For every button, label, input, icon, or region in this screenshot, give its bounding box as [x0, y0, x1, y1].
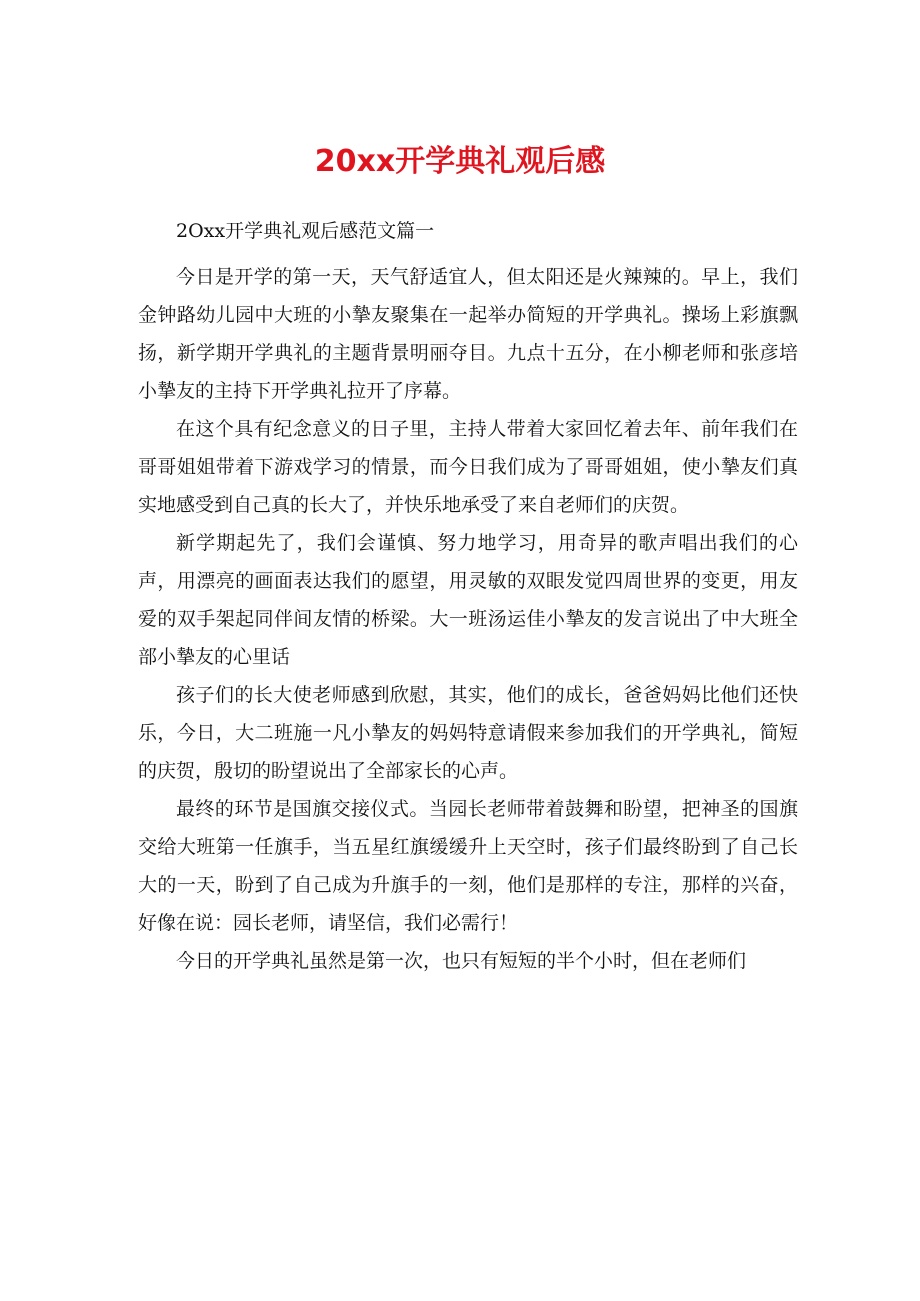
document-body: [138, 212, 798, 980]
paragraph-5: 最终的环节是国旗交接仪式。当园长老师带着鼓舞和盼望，把神圣的国旗交给大班第一任旗手，当五星红旗缓缓升上天空时，孩子们最终盼到了自己长大的一天，盼到了自己成为升旗手的一刻，他们是那样的专注，那样的兴奋，好像在说：园长老师，请坚信，我们必需行！: [138, 798, 798, 934]
paragraph-1: 今日是开学的第一天，天气舒适宜人，但太阳还是火辣辣的。早上，我们金钟路幼儿园中大班的小摯友聚集在一起举办简短的开学典礼。操场上彩旗飘扬，新学期开学典礼的主题背景明丽夺目。九点十五分，在小柳老师和张彦培小摯友的主持下开学典礼拉开了序幕。: [138, 266, 798, 402]
paragraph-6: 今日的开学典礼虽然是第一次，也只有短短的半个小时，但在老师们: [176, 950, 747, 972]
document-title: 20xx开学典礼观后感: [314, 144, 606, 179]
paragraph-2: 在这个具有纪念意义的日子里，主持人带着大家回忆着去年、前年我们在哥哥姐姐带着下游戏学习的情景，而今日我们成为了哥哥姐姐，使小摯友们真实地感受到自己真的长大了，并快乐地承受了来自老师们的庆贺。: [138, 418, 798, 516]
paragraph-3: 新学期起先了，我们会谨慎、努力地学习，用奇异的歌声唱出我们的心声，用漂亮的画面表达我们的愿望，用灵敏的双眼发觉四周世界的变更，用友爱的双手架起同伴间友情的桥梁。大一班汤运佳小摯友的发言说出了中大班全部小摯友的心里话: [138, 532, 798, 668]
section-subtitle: 2Oxx开学典礼观后感范文篇一: [176, 220, 435, 242]
paragraph-4: 孩子们的长大使老师感到欣慰，其实，他们的成长，爸爸妈妈比他们还快乐，今日，大二班施一凡小摯友的妈妈特意请假来参加我们的开学典礼，简短的庆贺，殷切的盼望说出了全部家长的心声。: [138, 684, 798, 782]
